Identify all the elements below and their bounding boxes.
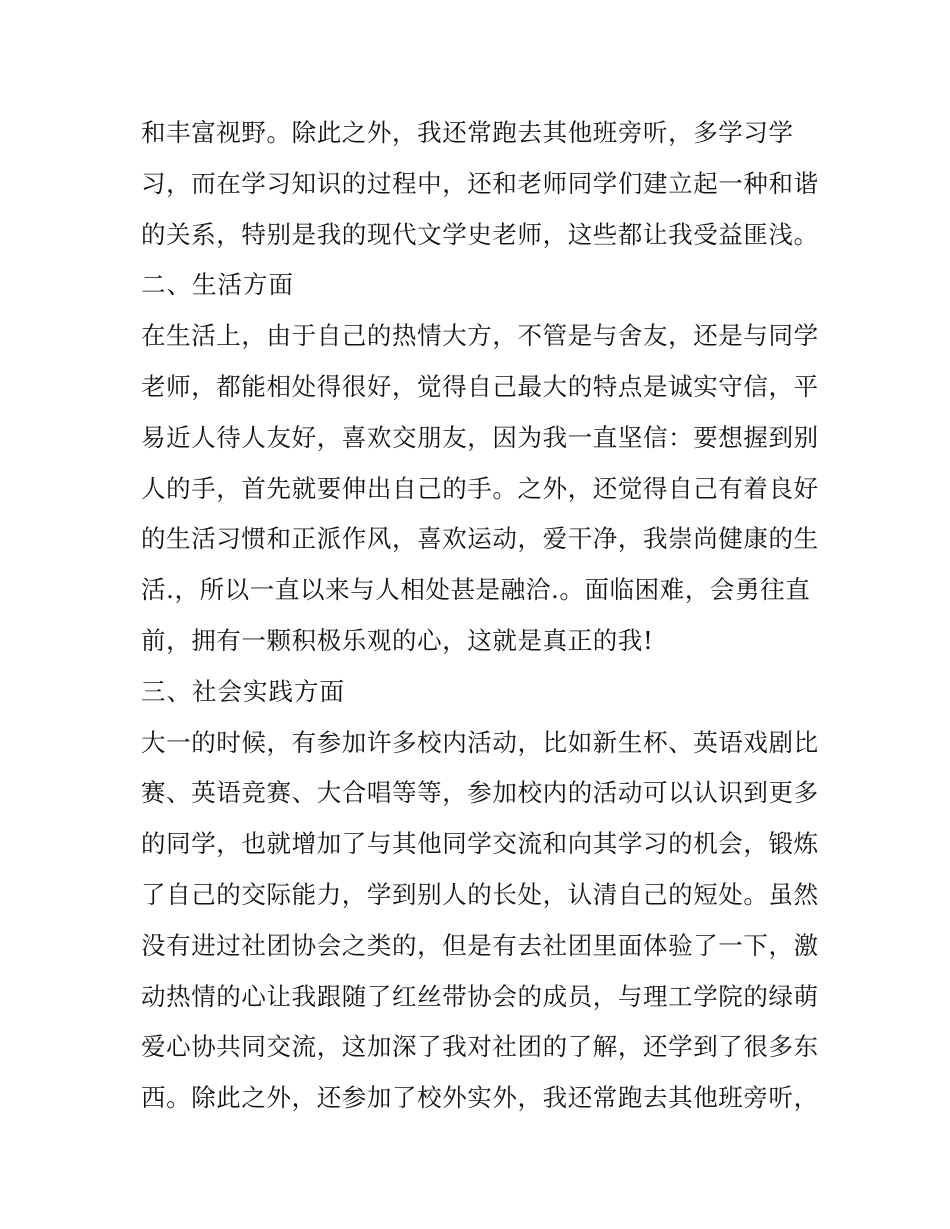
paragraph-line: 的生活习惯和正派作风，喜欢运动，爱干净，我崇尚健康的生	[141, 524, 819, 554]
paragraph-line: 赛、英语竞赛、大合唱等等，参加校内的活动可以认识到更多	[141, 778, 819, 808]
paragraph-line: 了自己的交际能力，学到别人的长处，认清自己的短处。虽然	[141, 879, 819, 909]
paragraph-line: 动热情的心让我跟随了红丝带协会的成员，与理工学院的绿萌	[141, 981, 819, 1011]
paragraph-line: 西。除此之外，还参加了校外实外，我还常跑去其他班旁听，	[141, 1083, 819, 1113]
section-heading-social-practice: 三、社会实践方面	[141, 676, 345, 706]
paragraph-line: 易近人待人友好，喜欢交朋友，因为我一直坚信：要想握到别	[141, 422, 819, 452]
paragraph-line: 和丰富视野。除此之外，我还常跑去其他班旁听，多学习学	[141, 118, 794, 147]
paragraph-line: 的关系，特别是我的现代文学史老师，这些都让我受益匪浅。	[141, 219, 819, 249]
paragraph-line: 活.，所以一直以来与人相处甚是融洽.。面临困难，会勇往直	[141, 575, 811, 605]
paragraph-line: 人的手，首先就要伸出自己的手。之外，还觉得自己有着良好	[141, 473, 819, 503]
paragraph-line: 没有进过社团协会之类的，但是有去社团里面体验了一下，激	[141, 930, 819, 960]
paragraph-line: 在生活上，由于自己的热情大方，不管是与舍友，还是与同学	[141, 321, 819, 351]
paragraph-line: 爱心协共同交流，这加深了我对社团的了解，还学到了很多东	[141, 1032, 819, 1062]
paragraph-line: 大一的时候，有参加许多校内活动，比如新生杯、英语戏剧比	[141, 727, 819, 757]
paragraph-line: 老师，都能相处得很好，觉得自己最大的特点是诚实守信，平	[141, 371, 819, 401]
paragraph-line: 习，而在学习知识的过程中，还和老师同学们建立起一种和谐	[141, 168, 819, 198]
section-heading-life: 二、生活方面	[141, 270, 294, 300]
paragraph-line: 前，拥有一颗积极乐观的心，这就是真正的我!	[141, 625, 654, 655]
document-body	[141, 108, 821, 1124]
paragraph-line: 的同学，也就增加了与其他同学交流和向其学习的机会，锻炼	[141, 829, 819, 859]
